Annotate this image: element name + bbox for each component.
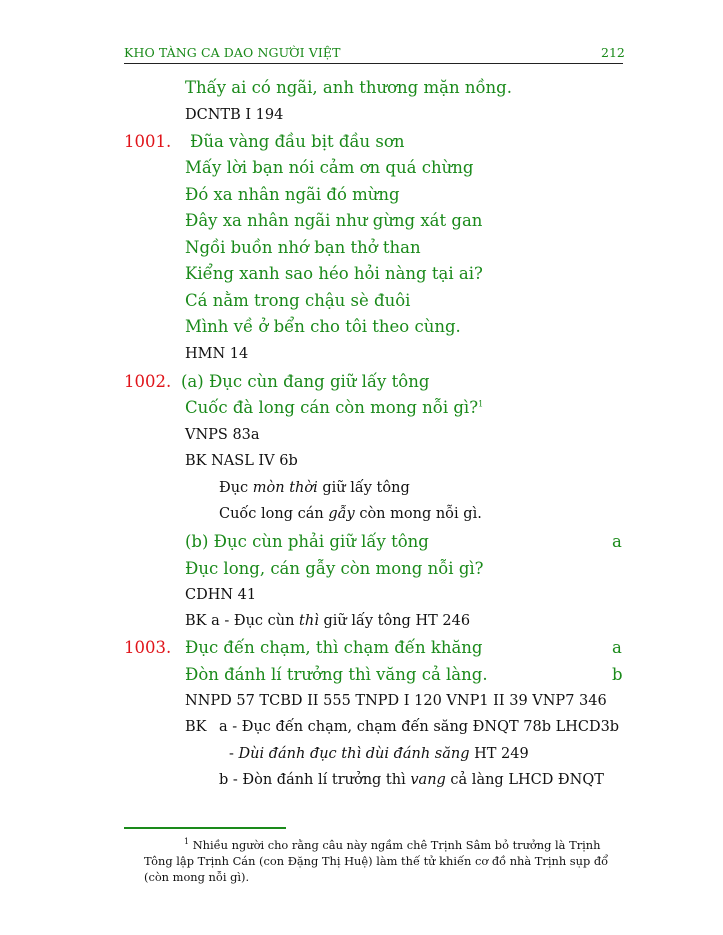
verse-line: Thấy ai có ngãi, anh thương mặn nồng.	[185, 78, 512, 97]
verse-line: Đòn đánh lí trưởng thì văng cả làng.	[185, 665, 488, 684]
variant-italic: mòn thời	[252, 480, 318, 496]
verse-line: Đũa vàng đầu bịt đầu sơn	[190, 132, 405, 151]
variant-text: giữ lấy tông	[317, 480, 410, 496]
verse-line: Đục đến chạm, thì chạm đến khăng	[185, 638, 483, 657]
page-number: 212	[601, 45, 625, 60]
variant-italic: vang	[410, 772, 446, 788]
variant-line	[219, 506, 482, 522]
variant-text: HT 249	[469, 746, 529, 762]
footnote-separator	[124, 827, 286, 829]
variant-italic: gẫy	[328, 506, 355, 522]
variant-italic: thì	[299, 613, 319, 629]
rhyme-mark: a	[612, 532, 622, 551]
verse-line: Đây xa nhân ngãi như gừng xát gan	[185, 211, 483, 230]
variant-ref: BK NASL IV 6b	[185, 453, 298, 469]
variant-text: Cuốc long cán	[219, 506, 329, 522]
source-ref: VNPS 83a	[185, 427, 260, 443]
footnote-marker: 1	[184, 837, 190, 847]
rhyme-mark: b	[612, 665, 623, 684]
variant-line	[219, 480, 410, 496]
source-ref: HMN 14	[185, 346, 249, 362]
variant-text: -	[229, 746, 239, 762]
verse-line: (a) Đục cùn đang giữ lấy tông	[181, 372, 430, 391]
source-ref: NNPD 57 TCBD II 555 TNPD I 120 VNP1 II 39 VNP7 346	[185, 693, 607, 709]
variant-text: b - Đòn đánh lí trưởng thì	[219, 772, 411, 788]
verse-text: Cuốc đà long cán còn mong nỗi gì?	[185, 398, 479, 417]
entry-number-1003: 1003.	[124, 638, 172, 657]
variant-text: cả làng LHCD ĐNQT	[445, 772, 604, 788]
verse-line: Đục long, cán gẫy còn mong nỗi gì?	[185, 559, 484, 578]
variant-ref	[185, 613, 470, 629]
variant-ref: BK	[185, 719, 207, 735]
source-ref: CDHN 41	[185, 587, 257, 603]
verse-line: Mấy lời bạn nói cảm ơn quá chừng	[185, 158, 474, 177]
verse-line: Đó xa nhân ngãi đó mừng	[185, 185, 400, 204]
source-ref: DCNTB I 194	[185, 107, 284, 123]
running-header-title: KHO TÀNG CA DAO NGƯỜI VIỆT	[124, 45, 341, 60]
entry-number-1001: 1001.	[124, 132, 172, 151]
rhyme-mark: a	[612, 638, 622, 657]
variant-text: còn mong nỗi gì.	[354, 506, 482, 522]
verse-line: Mình về ở bển cho tôi theo cùng.	[185, 317, 461, 336]
footnote-text: Nhiều người cho rằng câu này ngầm chê Trịnh Sâm bỏ trưởng là Trịnh Tông lập Trịnh Cán (con Đặng Thị Huệ) làm thế tử khiến cơ đồ nhà Trịnh sụp đổ (còn mong nỗi gì).	[144, 838, 609, 884]
variant-text: giữ lấy tông HT 246	[318, 613, 471, 629]
variant-line: a - Đục đến chạm, chạm đến săng ĐNQT 78b LHCD3b	[219, 719, 620, 735]
variant-line	[219, 772, 604, 788]
header-rule	[124, 63, 623, 64]
variant-line	[229, 746, 529, 762]
verse-line: (b) Đục cùn phải giữ lấy tông	[185, 532, 429, 551]
footnote	[144, 838, 630, 886]
variant-text: Đục	[219, 480, 253, 496]
entry-number-1002: 1002.	[124, 372, 172, 391]
verse-line: Ngồi buồn nhớ bạn thở than	[185, 238, 421, 257]
variant-text: BK a - Đục cùn	[185, 613, 300, 629]
verse-line	[185, 398, 483, 417]
verse-line: Kiểng xanh sao héo hỏi nàng tại ai?	[185, 264, 483, 283]
verse-line: Cá nằm trong chậu sè đuôi	[185, 291, 411, 310]
variant-italic: Dùi đánh đục thì dùi đánh săng	[238, 746, 470, 762]
footnote-marker: 1	[478, 399, 484, 409]
